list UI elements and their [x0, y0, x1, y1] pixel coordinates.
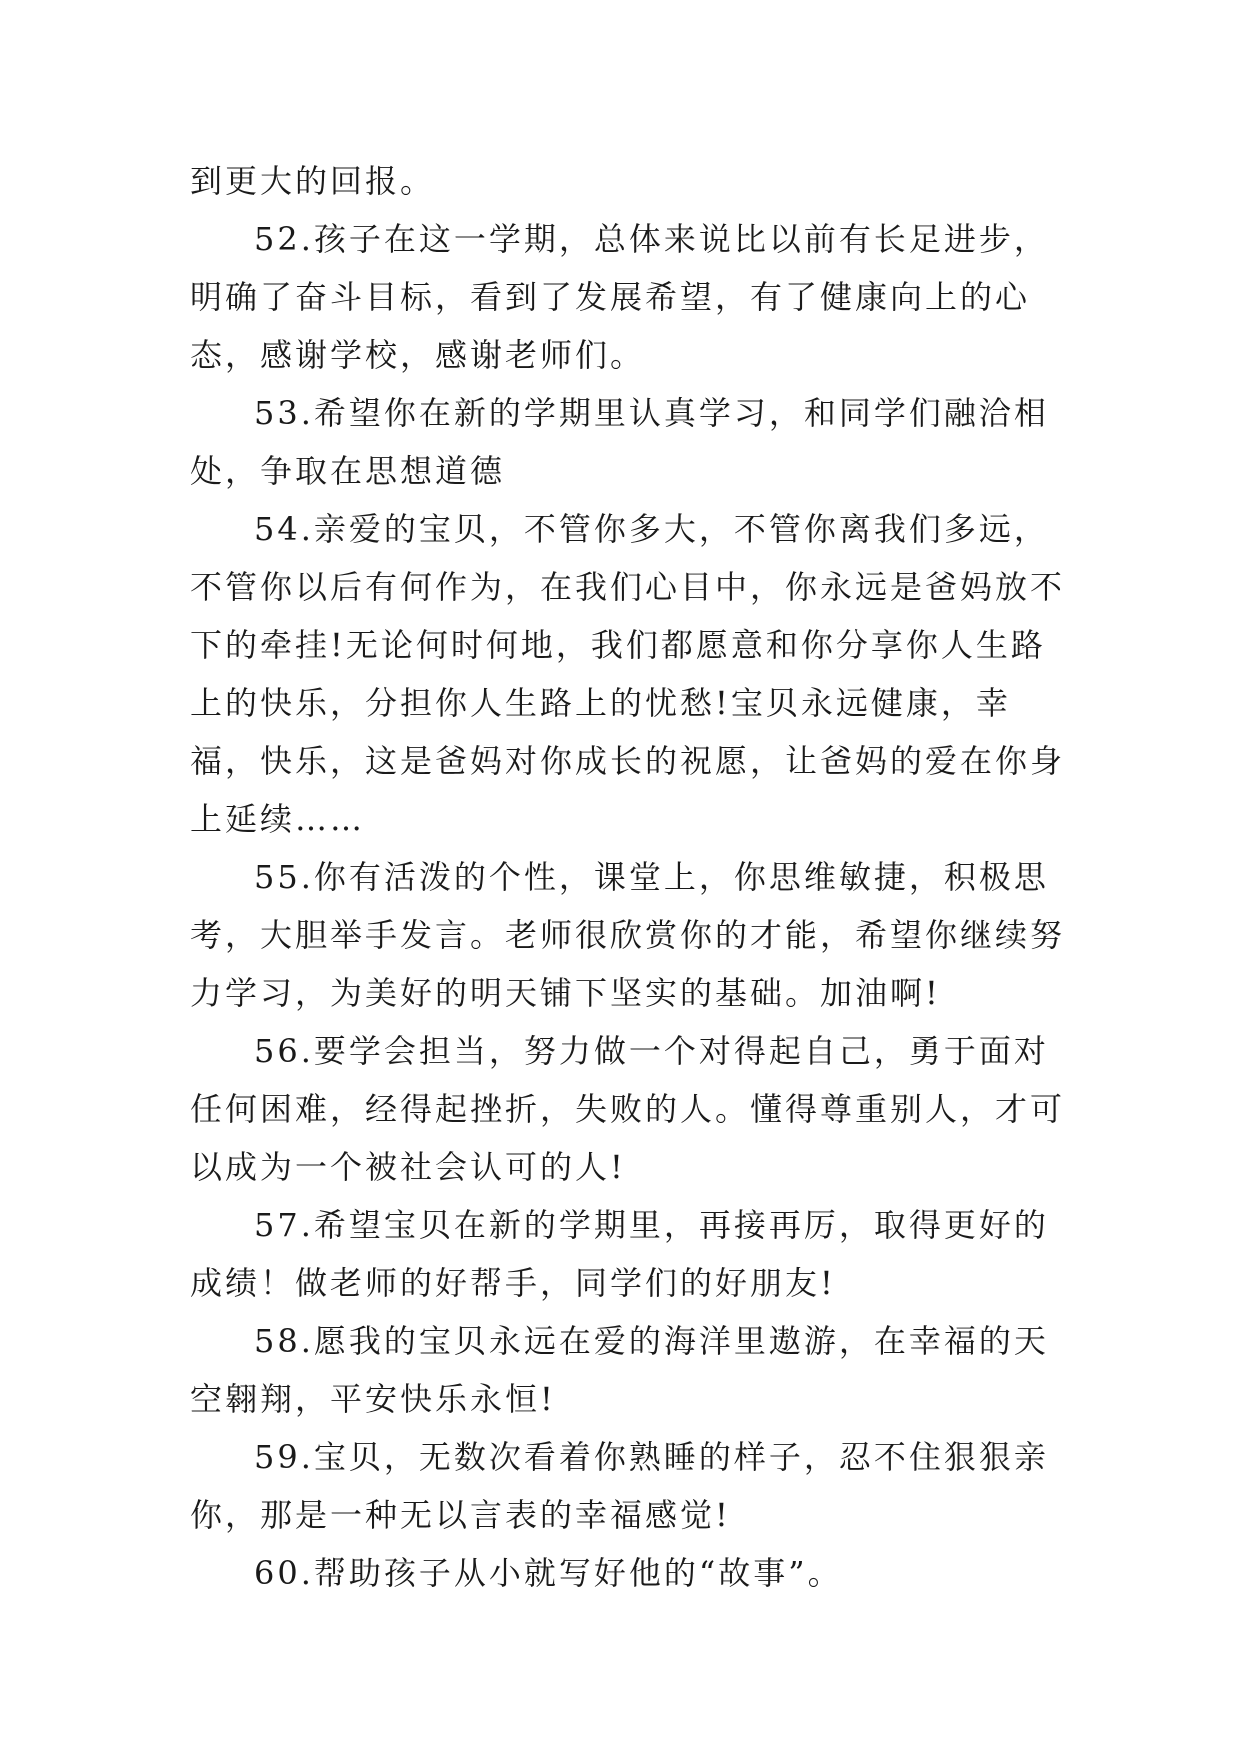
paragraph-56: 56.要学会担当，努力做一个对得起自己，勇于面对任何困难，经得起挫折，失败的人。懂得尊重别人，才可以成为一个被社会认可的人! [190, 1032, 1066, 1186]
paragraph-60: 60.帮助孩子从小就写好他的“故事”。 [254, 1554, 843, 1592]
paragraph-continuation: 到更大的回报。 [190, 162, 436, 200]
paragraph-59: 59.宝贝，无数次看着你熟睡的样子，忍不住狠狠亲你，那是一种无以言表的幸福感觉! [190, 1438, 1049, 1534]
document-body [190, 152, 1070, 1602]
paragraph-57: 57.希望宝贝在新的学期里，再接再厉，取得更好的成绩！做老师的好帮手，同学们的好朋友! [190, 1206, 1049, 1302]
paragraph-58: 58.愿我的宝贝永远在爱的海洋里遨游，在幸福的天空翱翔，平安快乐永恒! [190, 1322, 1049, 1418]
paragraph-54: 54.亲爱的宝贝，不管你多大，不管你离我们多远，不管你以后有何作为，在我们心目中，你永远是爸妈放不下的牵挂!无论何时何地，我们都愿意和你分享你人生路上的快乐，分担你人生路上的忧愁!宝贝永远健康，幸福，快乐，这是爸妈对你成长的祝愿，让爸妈的爱在你身上延续…… [190, 510, 1066, 838]
paragraph-55: 55.你有活泼的个性，课堂上，你思维敏捷，积极思考，大胆举手发言。老师很欣赏你的才能，希望你继续努力学习，为美好的明天铺下坚实的基础。加油啊! [190, 858, 1066, 1012]
paragraph-53: 53.希望你在新的学期里认真学习，和同学们融洽相处，争取在思想道德 [190, 394, 1049, 490]
paragraph-52: 52.孩子在这一学期，总体来说比以前有长足进步，明确了奋斗目标，看到了发展希望，有了健康向上的心态，感谢学校，感谢老师们。 [190, 220, 1049, 374]
